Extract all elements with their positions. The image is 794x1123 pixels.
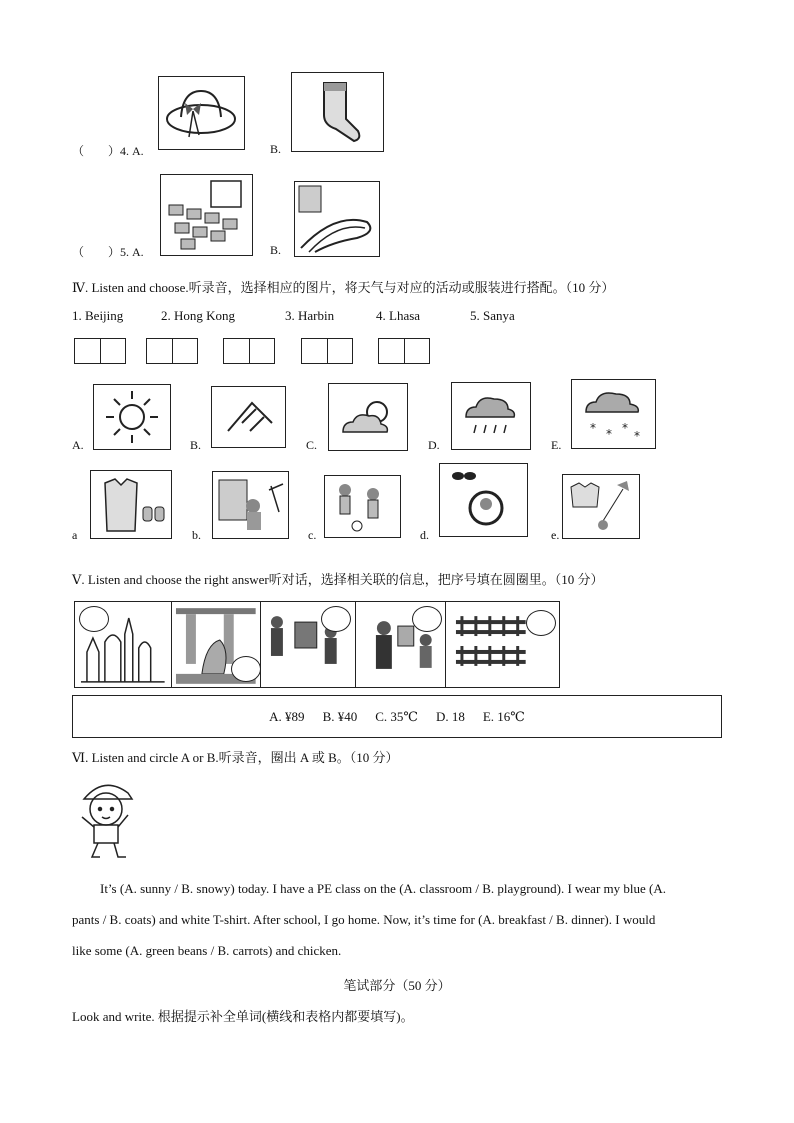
activity-label-c: c. bbox=[308, 528, 317, 542]
cloudy-sunny-picture bbox=[328, 383, 408, 451]
svg-text:*: * bbox=[590, 421, 596, 435]
svg-text:*: * bbox=[634, 429, 640, 443]
football-picture bbox=[324, 475, 401, 538]
city-hong-kong: 2. Hong Kong bbox=[161, 308, 236, 323]
q5-number: （ ）5. A. bbox=[72, 245, 144, 259]
sock-picture bbox=[291, 72, 384, 152]
rainy-picture bbox=[451, 382, 531, 450]
section6-passage bbox=[72, 873, 722, 966]
boy-cartoon-picture bbox=[74, 777, 136, 863]
kremlin-picture bbox=[75, 602, 172, 687]
passage-line-3: like some (A. green beans / B. carrots) and chicken. bbox=[72, 943, 342, 958]
section5-options bbox=[72, 695, 722, 738]
activity-label-b: b. bbox=[192, 528, 201, 542]
shop-clothes-picture bbox=[261, 602, 356, 687]
written-instruction: Look and write. 根据提示补全单词(横线和表格内都要填写)。 bbox=[72, 1009, 414, 1024]
answer-circle-4[interactable] bbox=[412, 606, 442, 632]
weather-label-e: E. bbox=[551, 438, 562, 452]
coat-gloves-picture bbox=[90, 470, 172, 539]
activity-label-a: a bbox=[72, 528, 78, 542]
weather-label-a: A. bbox=[72, 438, 84, 452]
weather-label-b: B. bbox=[190, 438, 202, 452]
city-harbin: 3. Harbin bbox=[285, 308, 335, 323]
option-d: D. 18 bbox=[435, 708, 465, 724]
activity-label-d: d. bbox=[420, 528, 429, 542]
hat-picture bbox=[158, 76, 245, 150]
q4-b-label: B. bbox=[270, 142, 282, 156]
answer-box-beijing[interactable] bbox=[74, 338, 126, 364]
answer-box-hong-kong[interactable] bbox=[146, 338, 198, 364]
city-lhasa: 4. Lhasa bbox=[376, 308, 421, 323]
q5-b-label: B. bbox=[270, 243, 282, 257]
city-sanya: 5. Sanya bbox=[470, 308, 515, 323]
option-b: B. ¥40 bbox=[322, 708, 358, 724]
sweater-kite-picture bbox=[562, 474, 640, 539]
section4-title: Ⅳ. Listen and choose.听录音，选择相应的图片，将天气与对应的活动或服装进行搭配。（10 分） bbox=[72, 280, 615, 295]
section5-title: Ⅴ. Listen and choose the right answer听对话，选择相关联的信息，把序号填在圆圈里。（10 分） bbox=[72, 572, 604, 587]
activity-label-e: e. bbox=[551, 528, 560, 542]
svg-text:*: * bbox=[606, 427, 612, 441]
weather-label-d: D. bbox=[428, 438, 440, 452]
passage-line-2: pants / B. coats) and white T-shirt. After school, I go home. Now, it’s time for (A. breakfast / B. dinner). I would bbox=[72, 912, 656, 927]
classroom-desks-picture bbox=[160, 174, 253, 256]
svg-text:*: * bbox=[622, 421, 628, 435]
written-section-title: 笔试部分（50 分） bbox=[343, 978, 451, 993]
playground-picture bbox=[294, 181, 380, 257]
snowy-picture bbox=[571, 379, 656, 449]
q4-number: （ ）4. A. bbox=[72, 144, 144, 158]
fence-picture bbox=[446, 602, 559, 687]
section5-picture-strip bbox=[74, 601, 560, 688]
swimming-sunglasses-picture bbox=[439, 463, 528, 537]
sunny-picture bbox=[93, 384, 171, 450]
windy-picture bbox=[211, 386, 286, 448]
answer-circle-2[interactable] bbox=[231, 656, 261, 682]
option-c: C. 35℃ bbox=[375, 708, 418, 724]
weather-label-c: C. bbox=[306, 438, 318, 452]
option-a: A. ¥89 bbox=[269, 708, 305, 724]
city-beijing: 1. Beijing bbox=[72, 308, 124, 323]
answer-box-harbin[interactable] bbox=[223, 338, 275, 364]
merlion-picture bbox=[172, 602, 262, 687]
section6-title: Ⅵ. Listen and circle A or B.听录音，圈出 A 或 B。（10 分） bbox=[72, 750, 399, 765]
answer-circle-1[interactable] bbox=[79, 606, 109, 632]
shop-people-picture bbox=[356, 602, 447, 687]
reading-umbrella-picture bbox=[212, 471, 289, 539]
passage-line-1: It’s (A. sunny / B. snowy) today. I have a PE class on the (A. classroom / B. playground). I wear my blue (A. bbox=[100, 881, 666, 896]
option-e: E. 16℃ bbox=[482, 708, 525, 724]
answer-box-lhasa[interactable] bbox=[301, 338, 353, 364]
answer-box-sanya[interactable] bbox=[378, 338, 430, 364]
